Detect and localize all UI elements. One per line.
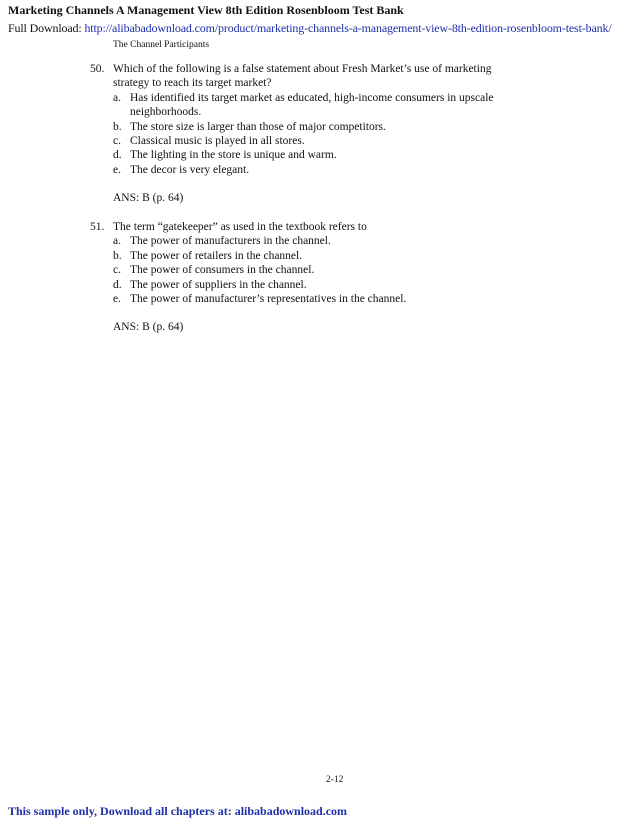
- page-number: 2-12: [326, 775, 344, 785]
- answer-option: [90, 249, 406, 263]
- answer-option: [90, 292, 406, 306]
- option-letter: a.: [113, 235, 121, 248]
- option-text: The lighting in the store is unique and warm.: [130, 149, 337, 162]
- option-letter: b.: [113, 249, 122, 262]
- option-text-continued: neighborhoods.: [130, 106, 202, 119]
- answer-key: ANS: B (p. 64): [113, 321, 184, 334]
- question-stem-text: The term “gatekeeper” as used in the textbook refers to: [113, 221, 367, 233]
- question-50: [90, 62, 494, 206]
- question-51: [90, 220, 406, 335]
- answer-key: ANS: B (p. 64): [113, 192, 184, 205]
- answer-option: [90, 148, 494, 162]
- option-text: The power of manufacturers in the channel.: [130, 235, 331, 248]
- option-letter: c.: [113, 264, 121, 277]
- answer-option: [90, 234, 406, 248]
- document-title: Marketing Channels A Management View 8th Edition Rosenbloom Test Bank: [8, 3, 404, 17]
- answer-option: [90, 278, 406, 292]
- option-letter: b.: [113, 120, 122, 133]
- answer-option: [90, 120, 494, 134]
- question-stem-text: Which of the following is a false statement about Fresh Market’s use of marketing: [113, 63, 492, 75]
- question-number: 50.: [90, 63, 105, 75]
- option-text: The power of consumers in the channel.: [130, 264, 315, 277]
- option-letter: d.: [113, 149, 122, 162]
- answer-option: [90, 134, 494, 148]
- footer-download-note[interactable]: This sample only, Download all chapters at: alibabadownload.com: [8, 804, 348, 818]
- option-text: The power of retailers in the channel.: [130, 249, 303, 262]
- question-number: 51.: [90, 221, 105, 233]
- full-download-label: Full Download:: [8, 21, 82, 35]
- option-text: Has identified its target market as educated, high-income consumers in upscale: [130, 91, 494, 104]
- option-letter: d.: [113, 278, 122, 291]
- option-text: The power of manufacturer’s representatives in the channel.: [130, 293, 407, 306]
- option-text: The decor is very elegant.: [130, 163, 250, 176]
- option-text: The power of suppliers in the channel.: [130, 278, 307, 291]
- answer-option: [90, 163, 494, 177]
- full-download-link[interactable]: http://alibabadownload.com/product/marketing-channels-a-management-view-8th-edition-rosenbloom-test-bank/: [84, 21, 612, 35]
- option-text: The store size is larger than those of major competitors.: [130, 120, 386, 133]
- option-text: Classical music is played in all stores.: [130, 135, 305, 148]
- option-letter: c.: [113, 135, 121, 148]
- answer-option: [90, 263, 406, 277]
- question-stem-line: [90, 76, 494, 90]
- answer-option: [90, 91, 494, 105]
- section-label: The Channel Participants: [113, 40, 210, 50]
- question-stem-line: [90, 220, 406, 234]
- full-download-line: [8, 21, 612, 36]
- question-stem-text: strategy to reach its target market?: [113, 77, 272, 90]
- option-letter: e.: [113, 293, 121, 306]
- question-stem-line: [90, 62, 494, 76]
- option-letter: e.: [113, 163, 121, 176]
- option-letter: a.: [113, 91, 121, 104]
